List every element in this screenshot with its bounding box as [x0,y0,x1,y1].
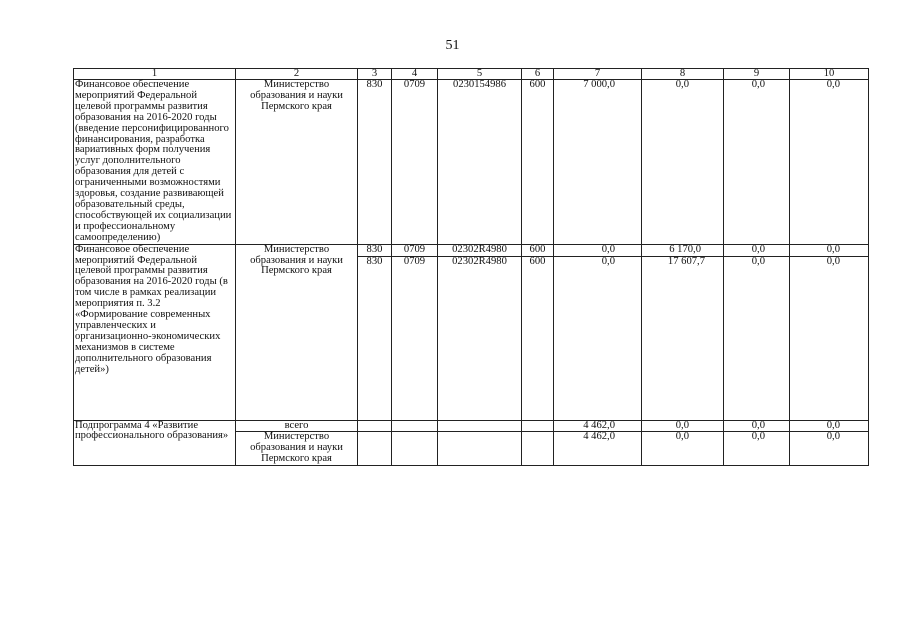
amount-cell-9: 0,0 [724,420,790,432]
target-article-cell: 02302R4980 [438,244,522,256]
table-row [74,244,869,256]
amount-cell-9: 0,0 [724,432,790,466]
amount-cell-10: 0,0 [790,244,869,256]
section-code-cell: 0709 [392,244,438,256]
expense-type-cell: 600 [522,256,554,420]
column-header: 9 [724,69,790,80]
ministry-code-cell: 830 [358,244,392,256]
column-header: 2 [236,69,358,80]
organization-cell: Министерство образования и науки Пермского края [236,80,358,245]
expense-type-cell: 600 [522,244,554,256]
table-row [74,80,869,245]
budget-table [73,68,869,466]
amount-cell-8: 17 607,7 [642,256,724,420]
organization-cell: Министерство образования и науки Пермского края [236,244,358,420]
page-number: 51 [445,38,460,53]
amount-cell-8: 0,0 [642,80,724,245]
amount-cell-7: 4 462,0 [554,420,642,432]
table-row [74,420,869,432]
column-header: 5 [438,69,522,80]
amount-cell-8: 0,0 [642,420,724,432]
column-header: 3 [358,69,392,80]
organization-cell: Министерство образования и науки Пермского края [236,432,358,466]
section-code-cell [392,420,438,432]
amount-cell-10: 0,0 [790,432,869,466]
event-name-cell: Финансовое обеспечение мероприятий Федеральной целевой программы развития образования на 2016-2020 годы (введение персонифицированного финансирования, разработка вариативных форм получения услуг дополнительного образования для детей с ограниченными возможностями здоровья, создание развивающей образовательный среды, способствующей их социализации и профессиональному самоопределению) [74,80,236,245]
ministry-code-cell [358,432,392,466]
column-header: 4 [392,69,438,80]
section-code-cell: 0709 [392,80,438,245]
ministry-code-cell: 830 [358,256,392,420]
amount-cell-7: 0,0 [554,256,642,420]
amount-cell-9: 0,0 [724,80,790,245]
expense-type-cell: 600 [522,80,554,245]
amount-cell-8: 0,0 [642,432,724,466]
column-header: 1 [74,69,236,80]
target-article-cell: 0230154986 [438,80,522,245]
column-header: 8 [642,69,724,80]
target-article-cell [438,432,522,466]
column-header: 6 [522,69,554,80]
expense-type-cell [522,420,554,432]
amount-cell-9: 0,0 [724,256,790,420]
organization-cell: всего [236,420,358,432]
event-name-cell: Финансовое обеспечение мероприятий Федеральной целевой программы развития образования на 2016-2020 годы (в том числе в рамках реализации мероприятия п. 3.2 «Формирование современных управленческих и организационно-экономических механизмов в системе дополнительного образования детей») [74,244,236,420]
amount-cell-10: 0,0 [790,80,869,245]
target-article-cell [438,420,522,432]
ministry-code-cell [358,420,392,432]
amount-cell-9: 0,0 [724,244,790,256]
section-code-cell [392,432,438,466]
amount-cell-10: 0,0 [790,256,869,420]
target-article-cell: 02302R4980 [438,256,522,420]
amount-cell-7: 0,0 [554,244,642,256]
subprogram-name-cell: Подпрограмма 4 «Развитие профессионального образования» [74,420,236,466]
amount-cell-8: 6 170,0 [642,244,724,256]
column-header: 7 [554,69,642,80]
column-header: 10 [790,69,869,80]
expense-type-cell [522,432,554,466]
amount-cell-7: 4 462,0 [554,432,642,466]
ministry-code-cell: 830 [358,80,392,245]
amount-cell-10: 0,0 [790,420,869,432]
table-header-row [74,69,869,80]
amount-cell-7: 7 000,0 [554,80,642,245]
section-code-cell: 0709 [392,256,438,420]
